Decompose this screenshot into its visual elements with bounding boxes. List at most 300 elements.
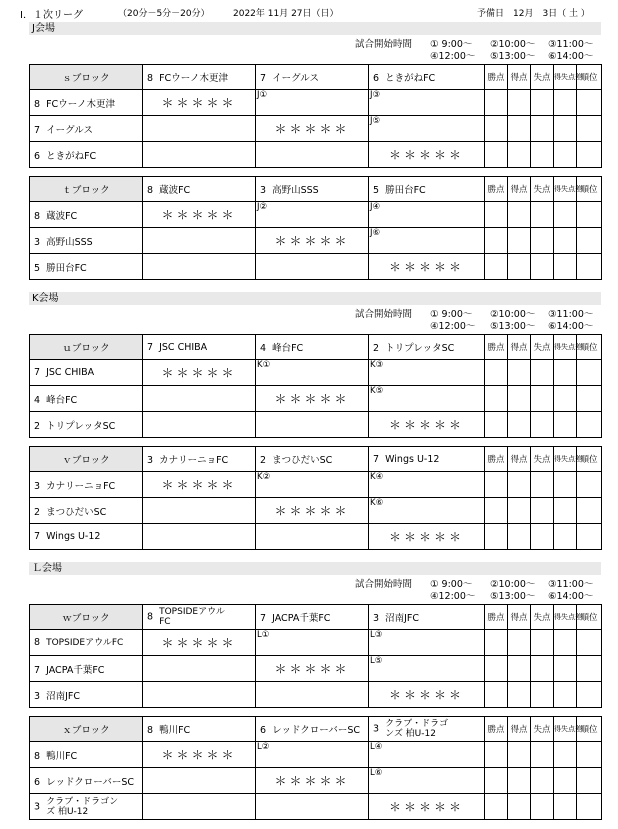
result-cell <box>143 412 256 438</box>
team-number: 7 <box>34 664 41 676</box>
stat-cell <box>577 142 602 168</box>
stat-header: 順位 <box>577 605 602 630</box>
self-match-cell: ＊＊＊＊＊ <box>256 386 369 412</box>
stat-cell <box>485 742 508 768</box>
team-column-header <box>369 177 485 202</box>
self-match-cell: ＊＊＊＊＊ <box>256 228 369 254</box>
team-row-label <box>30 202 143 228</box>
stat-cell <box>531 142 554 168</box>
team-number: 5 <box>373 185 380 196</box>
team-name: 鴨川FC <box>159 725 191 736</box>
stat-cell <box>531 768 554 794</box>
match-code: J⑥ <box>369 228 485 254</box>
team-number: 3 <box>34 801 41 812</box>
stat-cell <box>485 682 508 708</box>
stat-header: 勝点 <box>485 65 508 90</box>
stat-header: 勝点 <box>485 447 508 472</box>
stat-cell <box>485 656 508 682</box>
team-number: 2 <box>260 455 267 466</box>
team-name: まつひだいSC <box>272 455 333 466</box>
team-number: 3 <box>373 723 380 735</box>
team-name: カナリーニョFC <box>159 455 229 466</box>
team-name: Wings U-12 <box>385 453 440 465</box>
team-name: ときがねFC <box>385 73 436 84</box>
stat-cell <box>577 412 602 438</box>
team-number: 7 <box>34 367 41 378</box>
stat-cell <box>577 386 602 412</box>
stat-cell <box>577 682 602 708</box>
time-slot: ④12:00～ <box>430 321 476 332</box>
team-name: 沼南JFC <box>46 690 80 702</box>
time-slot: ⑤13:00～ <box>490 591 536 602</box>
stat-cell <box>531 656 554 682</box>
team-number: 8 <box>147 73 154 84</box>
team-name: 高野山SSS <box>46 236 93 248</box>
stat-cell <box>485 524 508 550</box>
team-name: Wings U-12 <box>46 531 101 542</box>
team-number: 6 <box>34 776 41 788</box>
stat-header: 得失点差 <box>554 605 577 630</box>
stat-cell <box>554 386 577 412</box>
team-name: 峰台FC <box>46 394 78 406</box>
stat-header: 順位 <box>577 447 602 472</box>
stat-header: 得点 <box>508 605 531 630</box>
stat-cell <box>508 412 531 438</box>
match-date: 2022年 11月 27日（日） <box>233 9 339 19</box>
stat-cell <box>531 742 554 768</box>
stat-cell <box>508 228 531 254</box>
result-cell <box>143 498 256 524</box>
stat-cell <box>508 656 531 682</box>
block-name: ｖブロック <box>30 447 143 472</box>
stat-cell <box>531 794 554 820</box>
match-code: K⑥ <box>369 498 485 524</box>
team-number: 3 <box>147 455 154 466</box>
result-cell <box>256 524 369 550</box>
stat-header: 順位 <box>577 335 602 360</box>
stat-header: 順位 <box>577 177 602 202</box>
stat-cell <box>508 202 531 228</box>
stat-cell <box>554 90 577 116</box>
self-match-cell: ＊＊＊＊＊ <box>369 412 485 438</box>
team-name: 勝田台FC <box>46 262 87 274</box>
result-cell <box>143 656 256 682</box>
self-match-cell: ＊＊＊＊＊ <box>143 630 256 656</box>
result-cell <box>143 116 256 142</box>
stat-header: 失点 <box>531 717 554 742</box>
team-row-label <box>30 142 143 168</box>
stat-header: 失点 <box>531 447 554 472</box>
time-slot: ⑥14:00～ <box>548 51 594 62</box>
team-number: 8 <box>34 98 41 110</box>
self-match-cell: ＊＊＊＊＊ <box>256 498 369 524</box>
stat-cell <box>531 412 554 438</box>
team-name: 蔵波FC <box>46 210 78 222</box>
result-cell <box>143 682 256 708</box>
team-name: レッドクローバーSC <box>46 776 134 788</box>
stat-cell <box>531 472 554 498</box>
stat-cell <box>485 360 508 386</box>
stat-cell <box>554 202 577 228</box>
team-name: クラブ・ドラゴンズ 柏U-12 <box>46 796 119 817</box>
stat-cell <box>508 360 531 386</box>
stat-cell <box>508 630 531 656</box>
time-slot: ④12:00～ <box>430 591 476 602</box>
stat-header: 勝点 <box>485 717 508 742</box>
team-column-header <box>369 447 485 472</box>
stat-cell <box>485 472 508 498</box>
team-column-header <box>143 177 256 202</box>
self-match-cell: ＊＊＊＊＊ <box>369 524 485 550</box>
stat-header: 失点 <box>531 335 554 360</box>
stat-cell <box>554 472 577 498</box>
time-slot: ① 9:00～ <box>430 579 473 590</box>
match-code: K② <box>256 472 369 498</box>
league-block <box>29 64 601 162</box>
stat-cell <box>531 498 554 524</box>
team-number: 3 <box>34 690 41 702</box>
stat-header: 得失点差 <box>554 177 577 202</box>
team-row-label <box>30 360 143 386</box>
time-slot: ②10:00～ <box>490 579 536 590</box>
team-row-label <box>30 742 143 768</box>
match-code: K① <box>256 360 369 386</box>
team-column-header <box>143 605 256 630</box>
team-number: 5 <box>34 262 41 274</box>
stat-cell <box>485 116 508 142</box>
team-number: 7 <box>34 124 41 136</box>
stat-cell <box>554 116 577 142</box>
time-slot: ⑥14:00～ <box>548 591 594 602</box>
match-code: K④ <box>369 472 485 498</box>
stat-cell <box>554 412 577 438</box>
stat-cell <box>577 90 602 116</box>
stat-header: 失点 <box>531 65 554 90</box>
stat-cell <box>554 360 577 386</box>
stat-header: 得点 <box>508 717 531 742</box>
result-cell <box>143 386 256 412</box>
stat-header: 失点 <box>531 605 554 630</box>
stat-cell <box>554 768 577 794</box>
team-name: JSC CHIBA <box>159 341 208 353</box>
team-column-header <box>143 447 256 472</box>
stat-cell <box>554 630 577 656</box>
team-column-header <box>143 335 256 360</box>
stat-cell <box>485 142 508 168</box>
team-name: FCウーノ木更津 <box>46 98 116 110</box>
team-number: 6 <box>34 150 41 162</box>
match-code: L③ <box>369 630 485 656</box>
team-column-header <box>256 177 369 202</box>
time-slot: ⑥14:00～ <box>548 321 594 332</box>
team-name: トリプレッタSC <box>46 420 116 432</box>
team-name: 高野山SSS <box>272 185 319 196</box>
time-slot: ④12:00～ <box>430 51 476 62</box>
stat-cell <box>577 742 602 768</box>
team-column-header <box>369 605 485 630</box>
stat-header: 得点 <box>508 335 531 360</box>
stat-header: 失点 <box>531 177 554 202</box>
team-number: 8 <box>147 185 154 196</box>
start-times-label: 試合開始時間 <box>355 309 413 320</box>
start-times-label: 試合開始時間 <box>355 39 413 50</box>
block-name: ｓブロック <box>30 65 143 90</box>
team-number: 8 <box>147 725 154 736</box>
stat-cell <box>485 768 508 794</box>
team-row-label <box>30 794 143 820</box>
team-number: 2 <box>34 506 41 518</box>
match-code: K⑤ <box>369 386 485 412</box>
result-cell <box>143 768 256 794</box>
stat-cell <box>577 228 602 254</box>
league-block <box>29 716 601 817</box>
stat-cell <box>577 360 602 386</box>
self-match-cell: ＊＊＊＊＊ <box>143 360 256 386</box>
team-row-label <box>30 768 143 794</box>
stat-cell <box>577 630 602 656</box>
team-row-label <box>30 656 143 682</box>
stat-cell <box>508 386 531 412</box>
stat-cell <box>508 524 531 550</box>
match-code: J② <box>256 202 369 228</box>
team-column-header <box>369 65 485 90</box>
match-code: L④ <box>369 742 485 768</box>
stat-cell <box>531 630 554 656</box>
team-number: 7 <box>260 73 267 84</box>
stat-cell <box>485 202 508 228</box>
team-number: 7 <box>34 531 41 542</box>
time-slot: ① 9:00～ <box>430 39 473 50</box>
team-name: 沼南JFC <box>385 613 419 624</box>
stat-cell <box>508 142 531 168</box>
team-row-label <box>30 386 143 412</box>
team-number: 4 <box>34 394 41 406</box>
result-cell <box>143 228 256 254</box>
stat-cell <box>554 524 577 550</box>
self-match-cell: ＊＊＊＊＊ <box>143 742 256 768</box>
stat-cell <box>554 498 577 524</box>
stat-header: 得失点差 <box>554 335 577 360</box>
self-match-cell: ＊＊＊＊＊ <box>256 656 369 682</box>
team-name: レッドクローバーSC <box>272 725 360 736</box>
self-match-cell: ＊＊＊＊＊ <box>369 794 485 820</box>
team-name: 勝田台FC <box>385 185 426 196</box>
team-column-header <box>369 717 485 742</box>
league-block <box>29 604 601 702</box>
reserve-date: 予備日 12月 3日（ 土 ） <box>477 9 590 19</box>
match-code: L⑤ <box>369 656 485 682</box>
team-column-header <box>256 605 369 630</box>
start-times <box>355 36 605 60</box>
self-match-cell: ＊＊＊＊＊ <box>143 472 256 498</box>
team-number: 3 <box>373 613 380 624</box>
stat-cell <box>508 90 531 116</box>
self-match-cell: ＊＊＊＊＊ <box>369 254 485 280</box>
stat-cell <box>508 116 531 142</box>
block-name: ｗブロック <box>30 605 143 630</box>
time-slot: ⑤13:00～ <box>490 51 536 62</box>
stat-cell <box>508 794 531 820</box>
stat-cell <box>531 116 554 142</box>
stat-cell <box>577 116 602 142</box>
result-cell <box>256 794 369 820</box>
match-format: （20分－5分－20分） <box>118 9 210 19</box>
team-name: JACPA千葉FC <box>46 664 105 676</box>
stat-cell <box>554 228 577 254</box>
time-slot: ⑤13:00～ <box>490 321 536 332</box>
time-slot: ③11:00～ <box>548 309 594 320</box>
team-number: 8 <box>34 637 41 648</box>
match-code: L① <box>256 630 369 656</box>
stat-header: 得点 <box>508 65 531 90</box>
block-name: ｘブロック <box>30 717 143 742</box>
stat-cell <box>531 228 554 254</box>
block-name: ｔブロック <box>30 177 143 202</box>
stat-cell <box>554 142 577 168</box>
start-times <box>355 306 605 330</box>
team-number: 3 <box>34 480 41 492</box>
stat-header: 勝点 <box>485 335 508 360</box>
team-number: 7 <box>147 341 154 353</box>
stat-cell <box>508 254 531 280</box>
team-number: 7 <box>373 453 380 465</box>
time-slot: ③11:00～ <box>548 39 594 50</box>
match-code: L⑥ <box>369 768 485 794</box>
stat-cell <box>577 254 602 280</box>
league-block <box>29 176 601 274</box>
stat-cell <box>577 498 602 524</box>
result-cell <box>256 254 369 280</box>
match-code: J③ <box>369 90 485 116</box>
match-code: L② <box>256 742 369 768</box>
stat-cell <box>508 682 531 708</box>
self-match-cell: ＊＊＊＊＊ <box>143 202 256 228</box>
stat-cell <box>485 228 508 254</box>
self-match-cell: ＊＊＊＊＊ <box>369 142 485 168</box>
self-match-cell: ＊＊＊＊＊ <box>143 90 256 116</box>
stat-cell <box>577 202 602 228</box>
page-title: Ⅰ．１次リーグ <box>20 10 83 21</box>
team-column-header <box>256 717 369 742</box>
result-cell <box>143 794 256 820</box>
result-cell <box>256 412 369 438</box>
time-slot: ②10:00～ <box>490 309 536 320</box>
team-number: 6 <box>373 73 380 84</box>
stat-cell <box>485 794 508 820</box>
stat-cell <box>508 742 531 768</box>
stat-cell <box>531 202 554 228</box>
stat-header: 得点 <box>508 177 531 202</box>
result-cell <box>143 142 256 168</box>
stat-cell <box>531 682 554 708</box>
result-cell <box>143 524 256 550</box>
team-column-header <box>256 335 369 360</box>
stat-cell <box>485 498 508 524</box>
team-name: カナリーニョFC <box>46 480 116 492</box>
team-number: 7 <box>260 613 267 624</box>
stat-cell <box>485 386 508 412</box>
stat-header: 勝点 <box>485 177 508 202</box>
match-code: K③ <box>369 360 485 386</box>
result-cell <box>256 682 369 708</box>
team-name: TOPSIDEアウルFC <box>46 637 124 648</box>
stat-cell <box>485 630 508 656</box>
team-name: FCウーノ木更津 <box>159 73 229 84</box>
result-cell <box>256 142 369 168</box>
time-slot: ③11:00～ <box>548 579 594 590</box>
team-row-label <box>30 228 143 254</box>
time-slot: ① 9:00～ <box>430 309 473 320</box>
stat-header: 順位 <box>577 717 602 742</box>
stat-cell <box>531 524 554 550</box>
team-name: 蔵波FC <box>159 185 191 196</box>
team-name: トリプレッタSC <box>385 343 455 354</box>
team-name: 峰台FC <box>272 343 304 354</box>
time-slot: ②10:00～ <box>490 39 536 50</box>
team-row-label <box>30 498 143 524</box>
stat-cell <box>554 656 577 682</box>
team-row-label <box>30 90 143 116</box>
stat-cell <box>508 768 531 794</box>
stat-cell <box>531 90 554 116</box>
match-code: J① <box>256 90 369 116</box>
stat-cell <box>531 254 554 280</box>
start-times <box>355 576 605 600</box>
league-block <box>29 334 601 432</box>
self-match-cell: ＊＊＊＊＊ <box>369 682 485 708</box>
stat-cell <box>485 254 508 280</box>
team-row-label <box>30 472 143 498</box>
stat-cell <box>485 90 508 116</box>
team-name: まつひだいSC <box>46 506 107 518</box>
self-match-cell: ＊＊＊＊＊ <box>256 768 369 794</box>
stat-header: 勝点 <box>485 605 508 630</box>
team-row-label <box>30 630 143 656</box>
team-row-label <box>30 116 143 142</box>
stat-cell <box>577 794 602 820</box>
stat-cell <box>485 412 508 438</box>
team-name: ときがねFC <box>46 150 97 162</box>
team-number: 8 <box>34 750 41 762</box>
stat-header: 得失点差 <box>554 717 577 742</box>
team-number: 8 <box>34 210 41 222</box>
team-number: 2 <box>373 343 380 354</box>
team-number: 2 <box>34 420 41 432</box>
team-column-header <box>143 717 256 742</box>
team-name: イーグルス <box>46 124 94 136</box>
stat-header: 得点 <box>508 447 531 472</box>
team-row-label <box>30 412 143 438</box>
stat-cell <box>531 386 554 412</box>
stat-header: 得失点差 <box>554 65 577 90</box>
stat-cell <box>577 524 602 550</box>
team-number: 3 <box>34 236 41 248</box>
venue-title: K会場 <box>29 292 601 305</box>
team-column-header <box>256 65 369 90</box>
self-match-cell: ＊＊＊＊＊ <box>256 116 369 142</box>
team-number: 8 <box>147 611 154 623</box>
venue-title: Ｌ会場 <box>29 562 601 575</box>
team-number: 3 <box>260 185 267 196</box>
team-name: JSC CHIBA <box>46 367 95 378</box>
block-name: ｕブロック <box>30 335 143 360</box>
team-name: イーグルス <box>272 73 320 84</box>
start-times-label: 試合開始時間 <box>355 579 413 590</box>
stat-cell <box>554 742 577 768</box>
stat-header: 順位 <box>577 65 602 90</box>
stat-cell <box>508 498 531 524</box>
league-block <box>29 446 601 544</box>
